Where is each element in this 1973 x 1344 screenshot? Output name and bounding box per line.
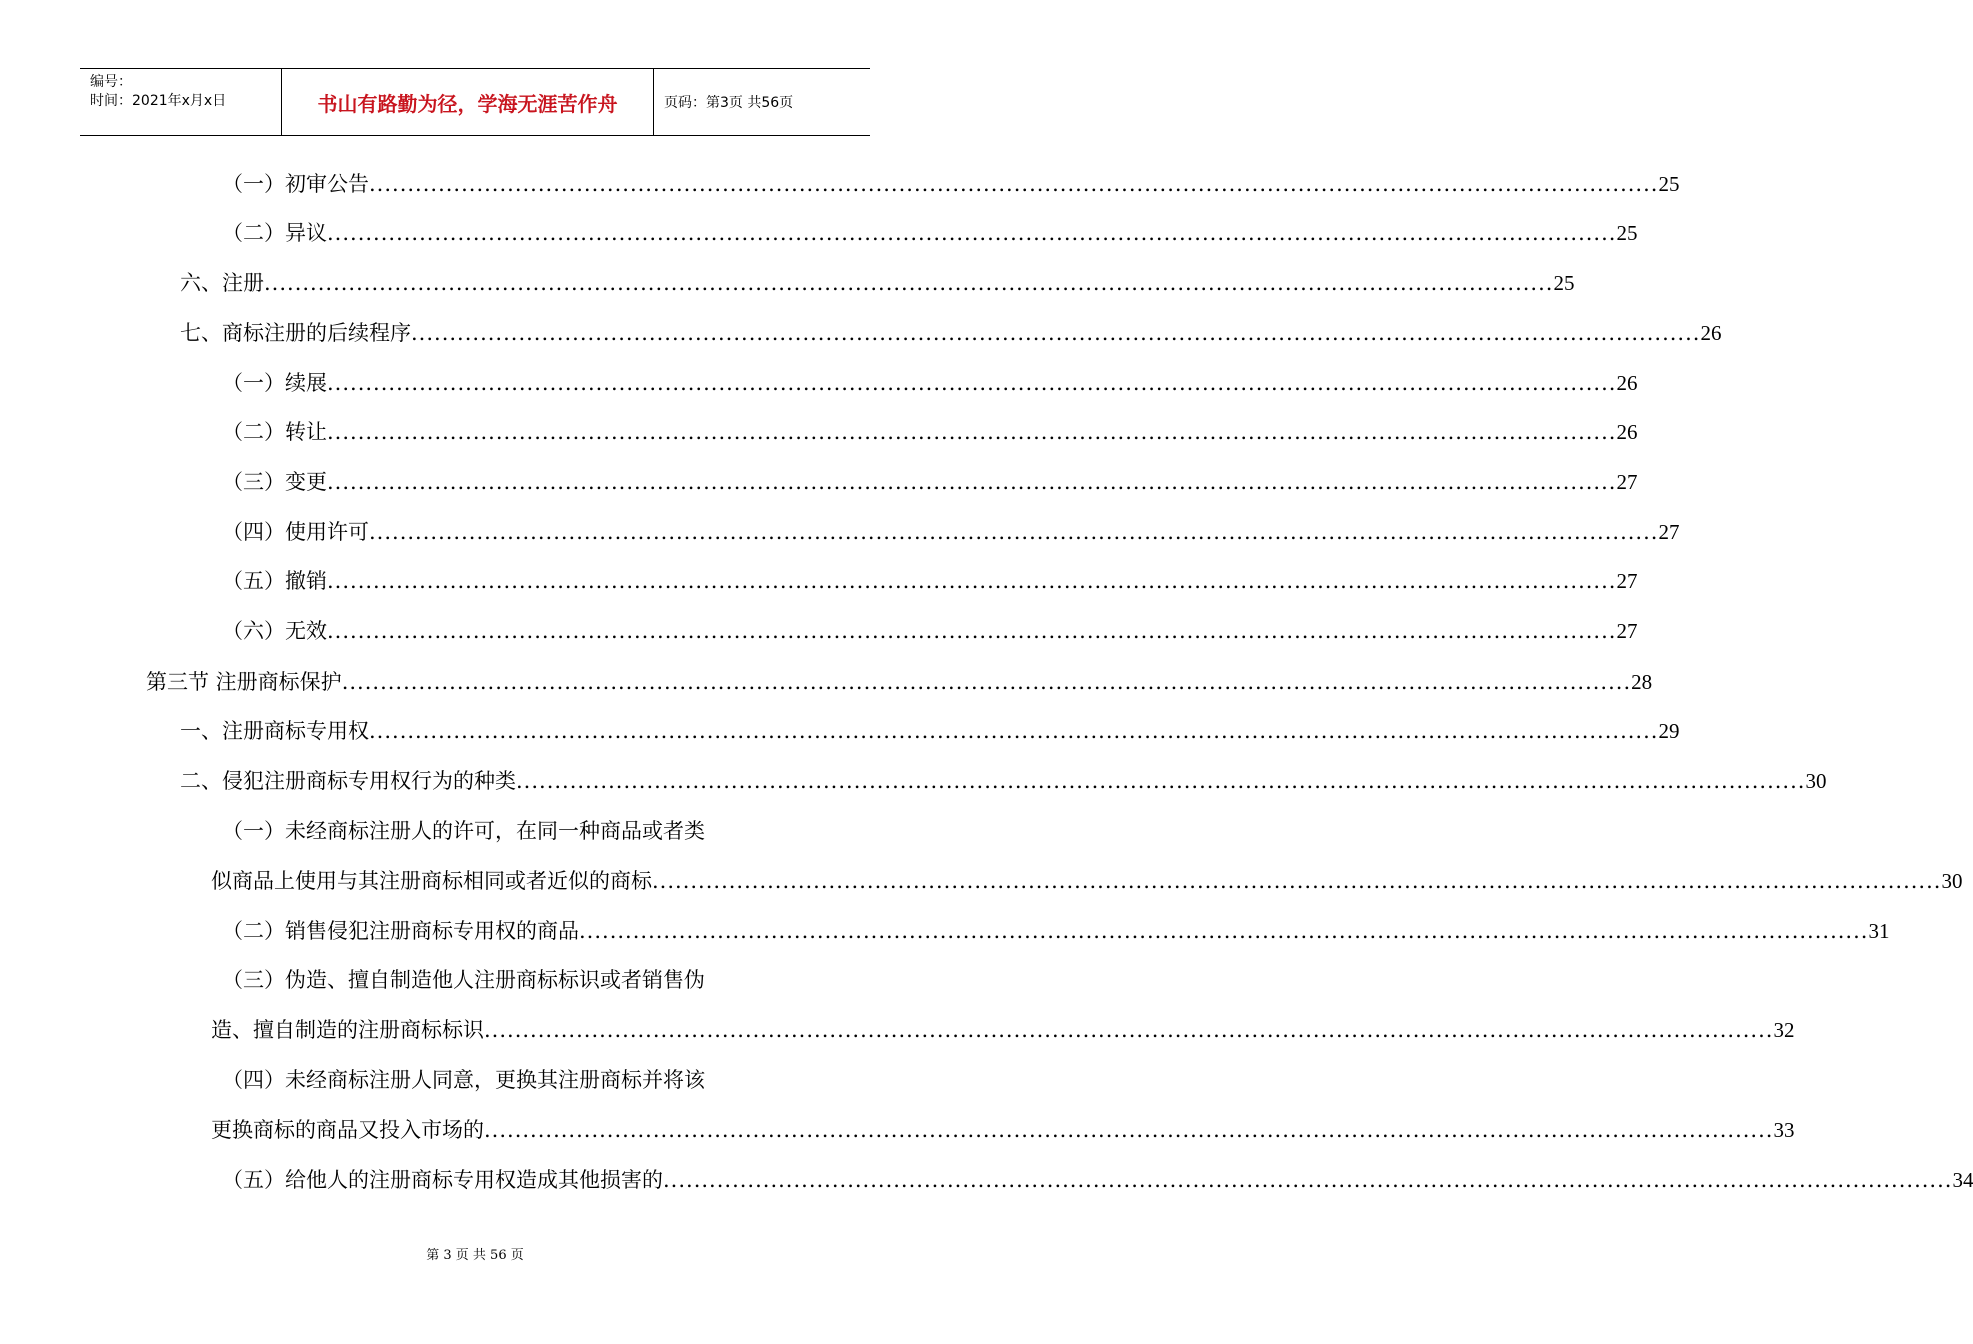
toc-entry[interactable]: [180, 716, 1680, 746]
toc-leader-dots: ........................................................................................................................................................................: [369, 719, 1659, 743]
toc-entry[interactable]: [222, 916, 1890, 946]
toc-entry-title: （五）给他人的注册商标专用权造成其他损害的: [222, 1168, 663, 1192]
toc-leader-dots: ........................................................................................................................................................................: [579, 919, 1869, 943]
toc-entry-page: 27: [1616, 569, 1638, 593]
toc-entry-page: 25: [1616, 221, 1638, 245]
toc-entry-title: 造、擅自制造的注册商标标识: [211, 1018, 484, 1042]
page-footer: 第 3 页 共 56 页: [426, 1248, 524, 1263]
toc-entry[interactable]: [146, 667, 1653, 697]
toc-entry[interactable]: [211, 1115, 1795, 1145]
toc-leader-dots: ........................................................................................................................................................................: [663, 1168, 1953, 1192]
toc-entry-page: 27: [1616, 619, 1638, 643]
header-page-info: 页码：第3页 共56页: [664, 95, 794, 111]
toc-leader-dots: ........................................................................................................................................................................: [341, 670, 1632, 694]
toc-entry-title: （四）使用许可: [222, 520, 369, 544]
toc-entry-title: 七、商标注册的后续程序: [180, 321, 411, 345]
toc-leader-dots: ........................................................................................................................................................................: [327, 420, 1617, 444]
toc-entry[interactable]: [222, 368, 1638, 398]
toc-leader-dots: ........................................................................................................................................................................: [516, 769, 1806, 793]
toc-leader-dots: ........................................................................................................................................................................: [327, 569, 1617, 593]
toc-entry-title: （三）变更: [222, 470, 327, 494]
toc-leader-dots: ........................................................................................................................................................................: [652, 869, 1942, 893]
toc-entry[interactable]: [211, 866, 1963, 896]
toc-entry-page: 27: [1658, 520, 1680, 544]
toc-entry[interactable]: [180, 268, 1575, 298]
toc-entry[interactable]: [180, 318, 1722, 348]
toc-entry-page: 30: [1805, 769, 1827, 793]
toc-entry-title: （二）异议: [222, 221, 327, 245]
toc-entry-page: 32: [1773, 1018, 1795, 1042]
toc-entry-page: 33: [1773, 1118, 1795, 1142]
toc-leader-dots: ........................................................................................................................................................................: [264, 271, 1554, 295]
toc-entry-line1: （四）未经商标注册人同意，更换其注册商标并将该: [222, 1068, 705, 1092]
toc-entry-title: （二）转让: [222, 420, 327, 444]
toc-entry-title: 六、注册: [180, 271, 264, 295]
toc-entry-page: 29: [1658, 719, 1680, 743]
toc-leader-dots: ........................................................................................................................................................................: [327, 470, 1617, 494]
toc-entry-page: 26: [1616, 420, 1638, 444]
toc-entry-title: 似商品上使用与其注册商标相同或者近似的商标: [211, 869, 652, 893]
toc-entry-title: （一）初审公告: [222, 172, 369, 196]
toc-entry[interactable]: [211, 1015, 1795, 1045]
toc-leader-dots: ........................................................................................................................................................................: [411, 321, 1701, 345]
toc-entry-title: （一）续展: [222, 371, 327, 395]
toc-entry-page: 30: [1941, 869, 1963, 893]
toc-entry-line1: （三）伪造、擅自制造他人注册商标标识或者销售伪: [222, 968, 705, 992]
toc-leader-dots: ........................................................................................................................................................................: [327, 371, 1617, 395]
header-meta: [80, 69, 282, 135]
toc-entry[interactable]: [222, 169, 1680, 199]
toc-entry-page: 25: [1658, 172, 1680, 196]
toc-entry-title: （五）撤销: [222, 569, 327, 593]
number-label: 编号：: [90, 74, 132, 90]
page-header: [80, 68, 870, 136]
toc-entry-title: 一、注册商标专用权: [180, 719, 369, 743]
toc-entry-page: 25: [1553, 271, 1575, 295]
toc-entry-page: 27: [1616, 470, 1638, 494]
toc-entry[interactable]: [222, 467, 1638, 497]
toc-entry-page: 31: [1868, 919, 1890, 943]
toc-entry-title: （六）无效: [222, 619, 327, 643]
toc-leader-dots: ........................................................................................................................................................................: [369, 520, 1659, 544]
header-motto: 书山有路勤为径，学海无涯苦作舟: [282, 69, 654, 135]
toc-entry-page: 34: [1952, 1168, 1973, 1192]
toc-leader-dots: ........................................................................................................................................................................: [484, 1118, 1774, 1142]
toc-leader-dots: ........................................................................................................................................................................: [484, 1018, 1774, 1042]
toc-entry[interactable]: [222, 218, 1638, 248]
toc-entry[interactable]: [222, 616, 1638, 646]
toc-leader-dots: ........................................................................................................................................................................: [327, 619, 1617, 643]
toc-leader-dots: ........................................................................................................................................................................: [369, 172, 1659, 196]
toc-entry[interactable]: [222, 1165, 1973, 1195]
toc-entry[interactable]: [222, 517, 1680, 547]
toc-entry[interactable]: [180, 766, 1827, 796]
toc-entry-title: 更换商标的商品又投入市场的: [211, 1118, 484, 1142]
toc-entry[interactable]: [222, 566, 1638, 596]
toc-entry-title: 第三节 注册商标保护: [146, 670, 342, 694]
toc-entry-title: 二、侵犯注册商标专用权行为的种类: [180, 769, 516, 793]
toc-leader-dots: ........................................................................................................................................................................: [327, 221, 1617, 245]
toc-entry-page: 26: [1700, 321, 1722, 345]
time-label: 时间：2021年x月x日: [90, 93, 227, 109]
toc-entry-line1: （一）未经商标注册人的许可，在同一种商品或者类: [222, 819, 705, 843]
toc-entry-page: 26: [1616, 371, 1638, 395]
toc-entry-title: （二）销售侵犯注册商标专用权的商品: [222, 919, 579, 943]
toc-entry-page: 28: [1631, 670, 1653, 694]
toc-entry[interactable]: [222, 417, 1638, 447]
